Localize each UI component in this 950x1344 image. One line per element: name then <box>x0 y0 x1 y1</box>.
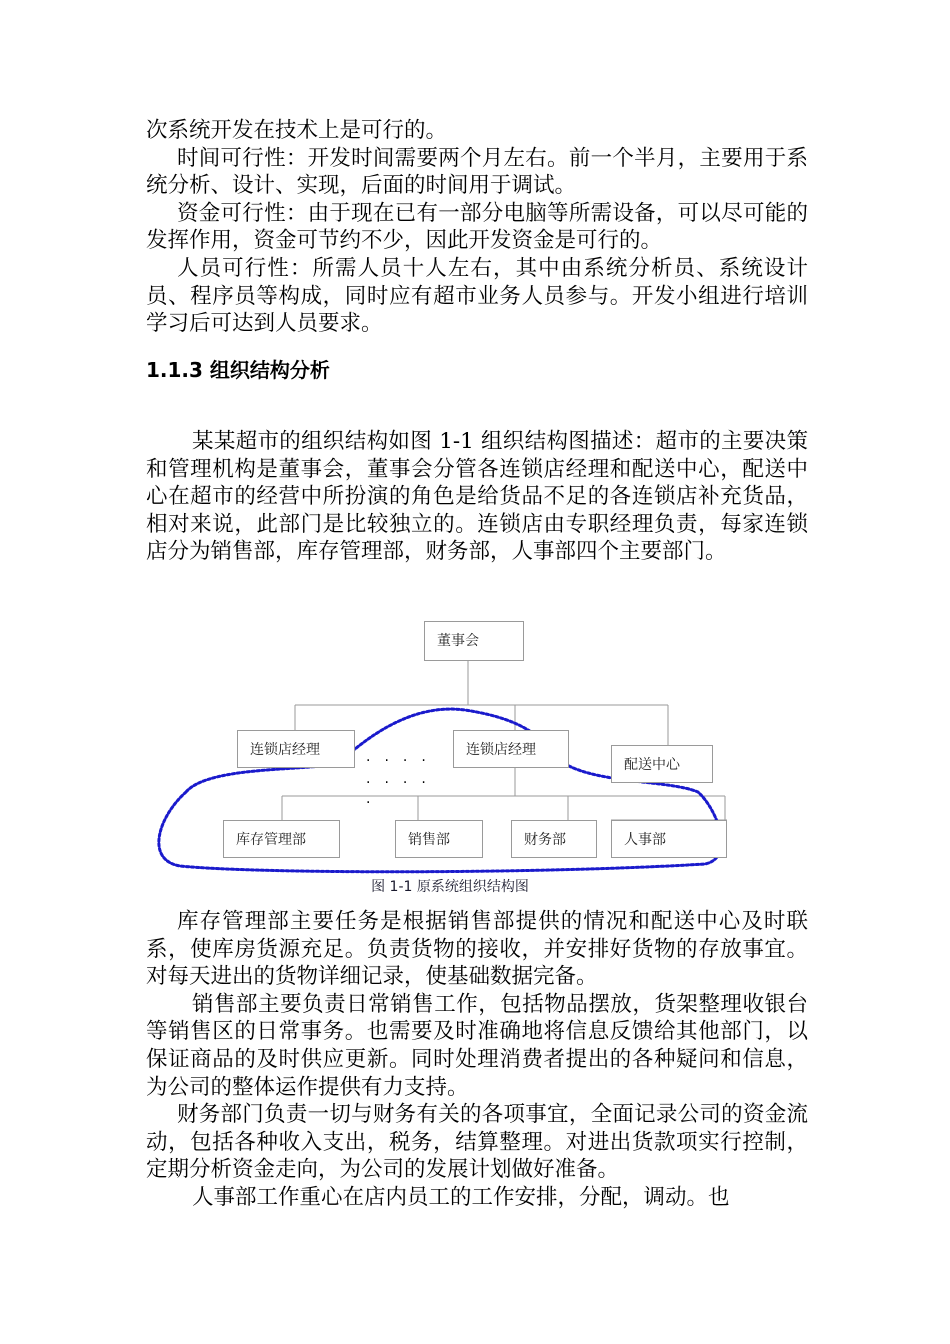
feasibility-section <box>146 117 808 338</box>
paragraph-fund-feasibility: 资金可行性：由于现在已有一部分电脑等所需设备，可以尽可能的发挥作用，资金可节约不少，因此开发资金是可行的。 <box>146 200 808 254</box>
section-heading: 1.1.3 组织结构分析 <box>146 358 330 382</box>
org-node-finance-dept: 财务部 <box>511 820 597 858</box>
org-node-store-manager-middle: 连锁店经理 <box>453 730 569 768</box>
org-intro-section <box>146 428 808 566</box>
org-chart-figure <box>150 612 750 902</box>
paragraph: 次系统开发在技术上是可行的。 <box>146 118 448 143</box>
paragraph-org-intro: 某某超市的组织结构如图 1-1 组织结构图描述：超市的主要决策和管理机构是董事会，董事会分管各连锁店经理和配送中心，配送中心在超市的经营中所扮演的角色是给货品不足的各连锁店补充货品，相对来说，此部门是比较独立的。连锁店由专职经理负责，每家连锁店分为销售部，库存管理部，财务部，人事部四个主要部门。 <box>146 429 808 565</box>
org-node-sales-dept: 销售部 <box>395 820 483 858</box>
org-node-inventory-dept: 库存管理部 <box>223 820 340 858</box>
paragraph-finance-dept: 财务部门负责一切与财务有关的各项事宜，全面记录公司的资金流动，包括各种收入支出，税务，结算整理。对进出货款项实行控制，定期分析资金走向，为公司的发展计划做好准备。 <box>146 1102 808 1183</box>
org-node-board: 董事会 <box>424 621 524 661</box>
paragraph-sales-dept: 销售部主要负责日常销售工作，包括物品摆放，货架整理收银台等销售区的日常事务。也需要及时准确地将信息反馈给其他部门，以保证商品的及时供应更新。同时处理消费者提出的各种疑问和信息，为公司的整体运作提供有力支持。 <box>146 991 808 1100</box>
figure-caption: 图 1-1 原系统组织结构图 <box>371 879 529 895</box>
ellipsis-row-2: .... <box>366 771 440 787</box>
ellipsis-row-1: .... <box>366 749 440 765</box>
org-node-distribution-center: 配送中心 <box>611 745 713 783</box>
ellipsis-row-3: . <box>366 791 385 807</box>
paragraph-time-feasibility: 时间可行性：开发时间需要两个月左右。前一个半月，主要用于系统分析、设计、实现，后面的时间用于调试。 <box>146 145 808 199</box>
org-node-store-manager-left: 连锁店经理 <box>237 730 355 768</box>
paragraph-staff-feasibility: 人员可行性：所需人员十人左右，其中由系统分析员、系统设计员、程序员等构成，同时应有超市业务人员参与。开发小组进行培训学习后可达到人员要求。 <box>146 255 808 337</box>
departments-section <box>146 908 808 1212</box>
paragraph-inventory-dept: 库存管理部主要任务是根据销售部提供的情况和配送中心及时联系，使库房货源充足。负责货物的接收，并安排好货物的存放事宜。对每天进出的货物详细记录，使基础数据完备。 <box>146 909 808 990</box>
paragraph-hr-dept: 人事部工作重心在店内员工的工作安排，分配，调动。也 <box>192 1184 730 1210</box>
org-node-hr-dept: 人事部 <box>611 820 727 858</box>
